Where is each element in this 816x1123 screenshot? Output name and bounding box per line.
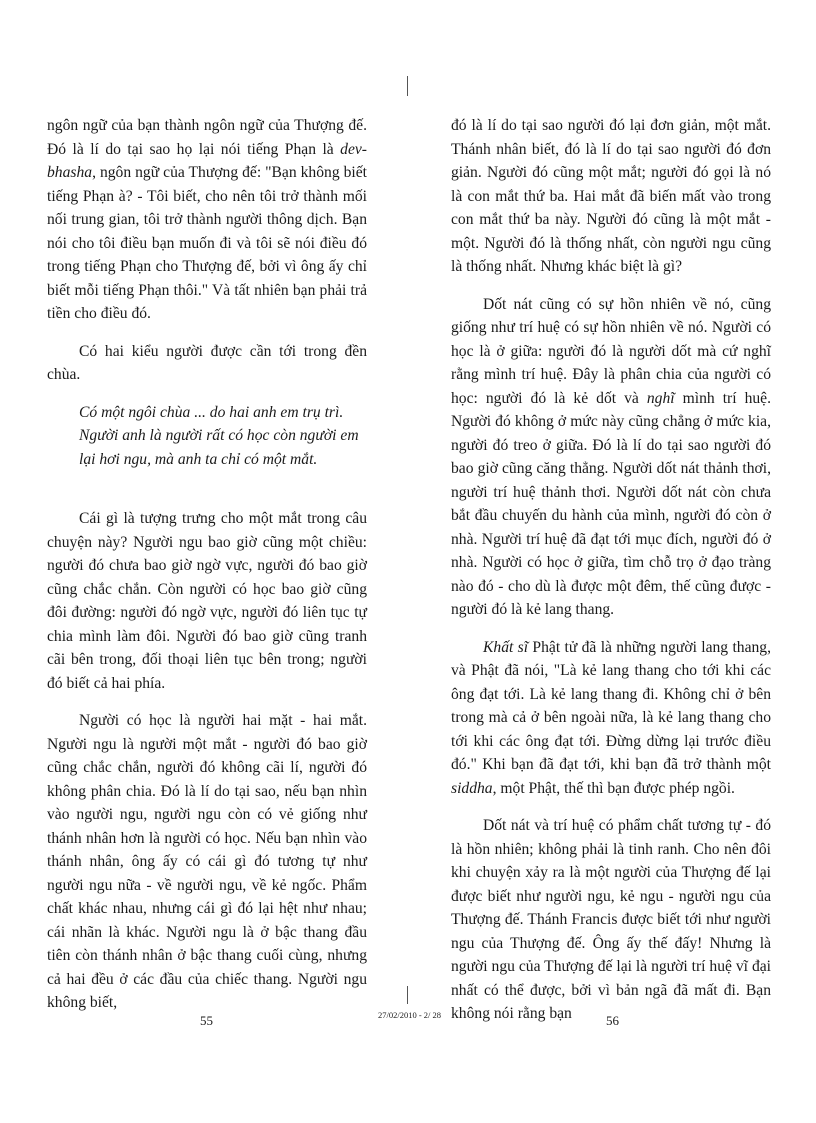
right-paragraph-3 [451, 636, 771, 801]
quote-line-3: lại hơi ngu, mà anh ta chỉ có một mắt. [79, 450, 318, 468]
left-page-number: 55 [200, 1013, 213, 1028]
right-page-number: 56 [606, 1013, 619, 1028]
quote-line-1: Có một ngôi chùa ... do hai anh em trụ trì. [79, 403, 344, 421]
italic-term: nghĩ [646, 389, 675, 407]
italic-term: siddha [451, 779, 493, 797]
text: Phật tử đã là những người lang thang, và Phật đã nói, "Là kẻ lang thang cho tới khi các ông đạt tới. Là kẻ lang thang đi. Không chỉ ở bên trong mà cả ở bên ngoài nữa, là kẻ lang thang cho tới khi các ông đạt tới. Đừng dừng lại trước điều đó." Khi bạn đã đạt tới, khi bạn đã trở thành một [451, 638, 771, 773]
text: , một Phật, thế thì bạn được phép ngồi. [492, 779, 735, 797]
left-paragraph-2: Có hai kiểu người được cần tới trong đền chùa. [47, 342, 367, 383]
italic-term: Khất sĩ [483, 638, 529, 656]
quote-line-2: Người anh là người rất có học còn người em [79, 427, 359, 444]
left-page-column [47, 114, 367, 1029]
right-paragraph-4: Dốt nát và trí huệ có phẩm chất tương tự - đó là hồn nhiên; không phải là tinh ranh. Cho nên đôi khi chuyện xảy ra là một người của Thượng đế lại được biết như người ngu, kẻ ngu - người ngu của Thượng đế. Thánh Francis được biết tới như người ngu của Thượng đế. Ông ấy thế đấy! Nhưng là người ngu của Thượng đế lại là người trí huệ vĩ đại nhất có thể được, bởi vì bản ngã đã mất đi. Bạn không nói rằng bạn [451, 817, 771, 1022]
text: Dốt nát cũng có sự hồn nhiên về nó, cũng giống như trí huệ có sự hồn nhiên về nó. Người có học là ở giữa: người đó là người dốt mà cứ nghĩ rằng mình trí huệ. Đây là phân chia của người có học: người đó là kẻ dốt và [451, 295, 771, 407]
quote-block [79, 401, 367, 472]
footer-date: 27/02/2010 - 2/ 28 [378, 1010, 442, 1020]
text: , ngôn ngữ của Thượng đế: "Bạn không biết tiếng Phạn à? - Tôi biết, cho nên tôi trở thành mối nối trung gian, tôi trở thành người thông dịch. Bạn nói cho tôi điều bạn muốn đi và tôi sẽ nói điều đó trong tiếng Phạn cho Thượng đế, bởi vì ông ấy chỉ biết mỗi tiếng Phạn thôi." Và tất nhiên bạn phải trả tiền cho điều đó. [47, 164, 367, 322]
left-paragraph-4: Người có học là người hai mặt - hai mắt. Người ngu là người một mắt - người đó bao giờ cũng chắc chắn, người đó không cãi lí, người đó không phân chia. Đó là lí do tại sao, nếu bạn nhìn vào người ngu, người ngu còn có vẻ giống như thánh nhân hơn là người có học. Nếu bạn nhìn vào thánh nhân, ông ấy có cái gì đó tương tự như người ngu nữa - về người ngu, về kẻ ngốc. Phẩm chất khác nhau, nhưng cái gì đó lại hệt như nhau; cái nhãn là khác. Người ngu là ở bậc thang đầu tiên còn thánh nhân ở bậc thang cuối cùng, nhưng cả hai đều ở các đầu của chiếc thang. Người ngu không biết, [47, 712, 367, 1011]
right-paragraph-2 [451, 293, 771, 622]
right-paragraph-1: đó là lí do tại sao người đó lại đơn giản, một mắt. Thánh nhân biết, đó là lí do tại sao người đó đơn giản. Người đó cũng một mắt; người đó gọi là nó là con mắt thứ ba. Hai mắt đã biến mất vào trong con mắt thứ ba này. Người đó cũng là một mắt - một. Người đó là thống nhất, còn người ngu cũng là thống nhất. Nhưng khác biệt là gì? [451, 117, 771, 275]
left-paragraph-1 [47, 114, 367, 326]
left-paragraph-3: Cái gì là tượng trưng cho một mắt trong câu chuyện này? Người ngu bao giờ cũng một chiều: người đó chưa bao giờ ngờ vực, người đó bao giờ cũng chắc chắn. Còn người có học bao giờ cũng đôi đường: người đó ngờ vực, người đó liên tục tự chia mình làm đôi. Người đó bao giờ cũng tranh cãi bên trong, đối thoại liên tục bên trong; người đó biết cả hai phía. [47, 510, 367, 692]
center-divider-top [407, 76, 408, 96]
text: mình trí huệ. Người đó không ở mức này cũng chẳng ở mức kia, người đó treo ở giữa. Đó là lí do tại sao người đó bao giờ cũng căng thẳng. Người dốt nát thảnh thơi, người trí huệ thảnh thơi. Người dốt nát còn chưa bắt đầu chuyến du hành của mình, người đó còn ở nhà. Người trí huệ đã đạt tới mục đích, người đó ở nhà. Người có học ở giữa, tìm chỗ trọ ở đạo tràng nào đó - cho dù là được một đêm, thế cũng được - người đó là kẻ lang thang. [451, 389, 771, 618]
right-page-column [451, 114, 771, 1040]
text: ngôn ngữ của bạn thành ngôn ngữ của Thượng đế. Đó là lí do tại sao họ lại nói tiếng Phạn là [47, 117, 367, 158]
center-divider-bottom [407, 986, 408, 1004]
italic-term: dev-bhasha [47, 140, 367, 181]
